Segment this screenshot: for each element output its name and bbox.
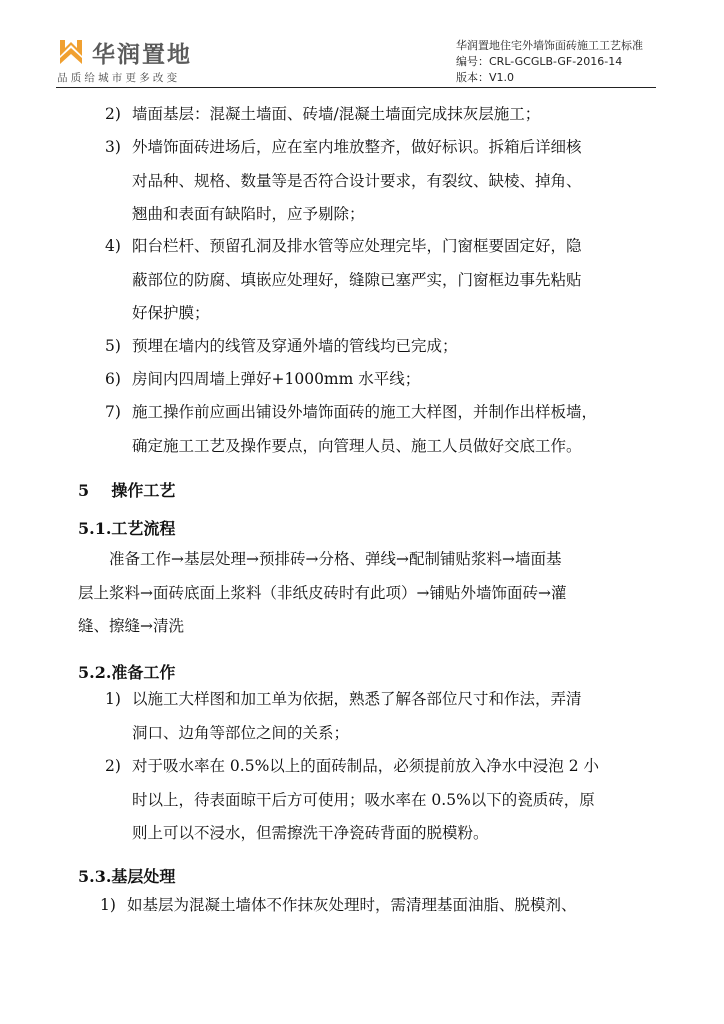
list-item: 1) 如基层为混凝土墙体不作抹灰处理时，需清理基面油脂、脱模剂、 [100, 896, 577, 914]
brand-name: 华润置地 [92, 42, 192, 68]
list-item: 6) 房间内四周墙上弹好+1000mm 水平线； [105, 370, 421, 388]
logo-icon [58, 38, 84, 66]
list-item: 2) 对于吸水率在 0.5%以上的面砖制品，必须提前放入净水中浸泡 2 小 时以上，待表面晾干后方可使用；吸水率在 0.5%以下的瓷质砖，原 则上可以不浸水，但需擦洗干净瓷砖背面的脱模粉。 [105, 757, 600, 842]
document-code: 编号：CRL-GCGLB-GF-2016-14 [456, 55, 623, 68]
document-title: 华润置地住宅外墙饰面砖施工工艺标准 [456, 39, 643, 52]
document-version: 版本：V1.0 [456, 71, 515, 84]
list-item: 4) 阳台栏杆、预留孔洞及排水管等应处理完毕，门窗框要固定好，隐 蔽部位的防腐、填嵌应处理好，缝隙已塞严实，门窗框边事先粘贴 好保护膜； [105, 237, 582, 322]
brand-slogan: 品质给城市更多改变 [57, 72, 181, 84]
list-item: 3) 外墙饰面砖进场后，应在室内堆放整齐，做好标识。拆箱后详细核 对品种、规格、数量等是否符合设计要求，有裂纹、缺棱、掉角、 翘曲和表面有缺陷时，应予剔除； [105, 138, 582, 223]
subsection-heading: 5.1.工艺流程 [78, 519, 176, 538]
subsection-heading: 5.2.准备工作 [78, 663, 176, 682]
document-meta [456, 38, 643, 86]
process-flow: 准备工作→基层处理→预排砖→分格、弹线→配制铺贴浆料→墙面基 层上浆料→面砖底面上浆料（非纸皮砖时有此项）→铺贴外墙饰面砖→灌 缝、擦缝→清洗 [78, 550, 567, 635]
list-item: 2) 墙面基层：混凝土墙面、砖墙/混凝土墙面完成抹灰层施工； [105, 105, 541, 123]
subsection-heading: 5.3.基层处理 [78, 867, 176, 886]
section-heading: 5 操作工艺 [78, 481, 176, 500]
list-item: 5) 预埋在墙内的线管及穿通外墙的管线均已完成； [105, 337, 458, 355]
list-item: 1) 以施工大样图和加工单为依据，熟悉了解各部位尺寸和作法，弄清 洞口、边角等部位之间的关系； [105, 690, 582, 742]
list-item: 7) 施工操作前应画出铺设外墙饰面砖的施工大样图，并制作出样板墙， 确定施工工艺及操作要点，向管理人员、施工人员做好交底工作。 [105, 403, 598, 455]
header-divider [56, 87, 656, 88]
page-header [0, 0, 724, 92]
